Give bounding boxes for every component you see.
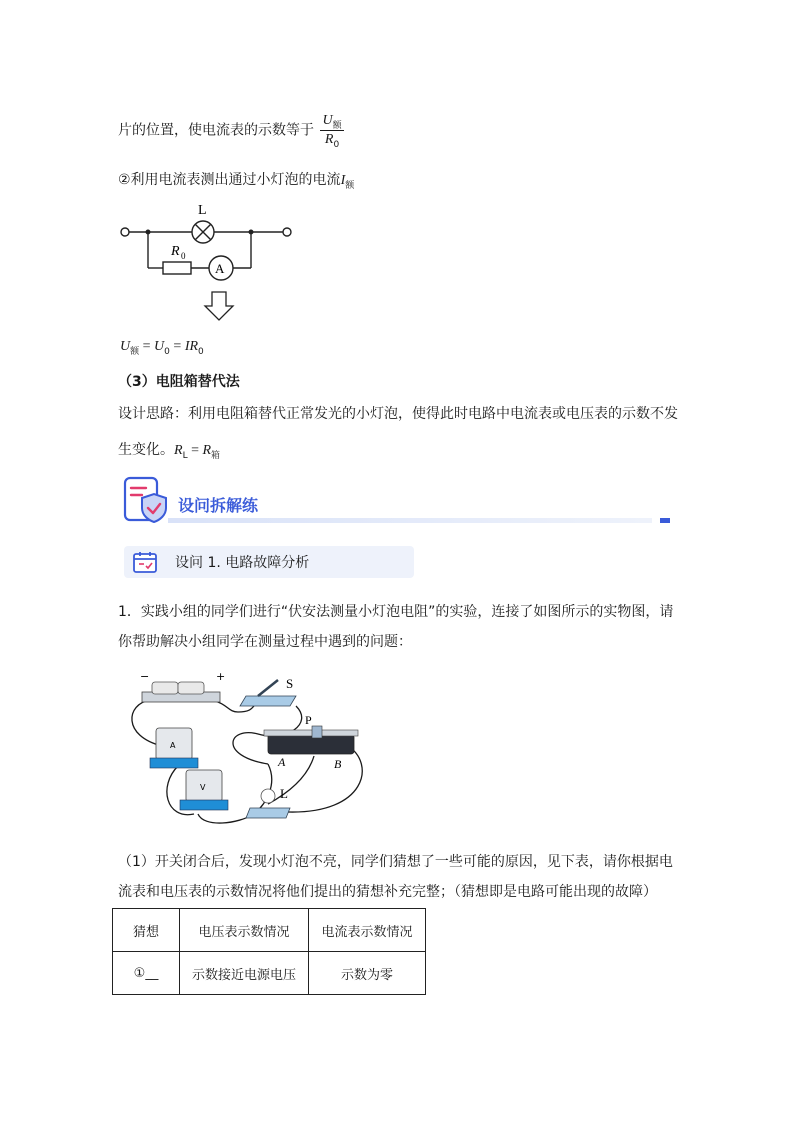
ammeter-face-label: A [170,741,176,750]
rheostat-p-label: P [305,713,312,727]
p2-text: ②利用电流表测出通过小灯泡的电流 [118,172,341,188]
frac-den: R [324,132,334,147]
paragraph-1 [118,112,344,149]
rx: R [202,443,212,458]
ammeter-base [150,758,198,768]
header-current: 电流表示数情况 [309,909,426,952]
equation-1 [120,336,204,358]
rl-eq: = [187,443,203,458]
eq1-ir-sub: 0 [198,347,204,357]
battery-minus: − [140,670,150,683]
rheostat-coil [268,734,354,754]
header-voltage: 电压表示数情况 [180,909,309,952]
method3-title: （3）电阻箱替代法 [118,374,240,390]
section-underline [168,518,652,523]
p2-sym: I [340,173,346,188]
eq1-eq2: = [169,339,185,354]
resistor-symbol [163,262,191,274]
lamp-photo-label: L [280,786,288,801]
method3-line1: 设计思路：利用电阻箱替代正常发光的小灯泡，使得此时电路中电流表或电压表的示数不发 [118,406,678,422]
guess-table [112,908,426,995]
terminal-right [283,228,291,236]
frac-num: U [322,113,333,128]
circuit-diagram [115,198,305,328]
ammeter-label: A [215,261,225,276]
down-arrow-icon [205,292,233,320]
calendar-icon [131,550,159,574]
battery-2 [178,682,204,694]
switch-base [240,696,296,706]
battery-plus: + [216,670,226,683]
battery-1 [152,682,178,694]
rheostat-b-label: B [334,757,342,771]
frac-den-sub: 0 [333,140,340,150]
rl-sub: L [182,451,188,461]
lamp-label: L [198,203,207,218]
paragraph-2 [118,170,354,192]
rx-sub: 箱 [211,451,221,461]
switch-lever [258,680,278,696]
header-guess: 猜想 [113,909,180,952]
physical-circuit-photo [118,664,378,834]
question-title: 设问 1. 电路故障分析 [175,555,310,571]
resistor-label: R [171,244,180,259]
problem1-line1: 1．实践小组的同学们进行“伏安法测量小灯泡电阻”的实验，连接了如图所示的实物图，请 [118,604,674,620]
fraction-u-over-r0 [320,112,343,149]
eq1-u0-sub: 0 [164,347,170,357]
sub1-line1: （1）开关闭合后，发现小灯泡不亮，同学们猜想了一些可能的原因，见下表，请你根据电 [118,854,673,870]
resistor-sub: 0 [181,251,186,261]
voltmeter-face-label: V [200,783,206,792]
p2-sym-sub: 额 [345,181,355,191]
eq1-u: U [120,339,131,354]
method3-line2-text: 生变化。 [118,442,174,458]
cell-guess-1[interactable]: ①__ [113,952,180,995]
cell-current-1: 示数为零 [309,952,426,995]
rheostat-rail [264,730,358,736]
p1-text: 片的位置，使电流表的示数等于 [118,122,314,139]
eq1-u-sub: 额 [130,347,140,357]
section-underline-end [660,518,670,523]
rheostat-slider [312,726,322,738]
table-header-row [113,909,426,952]
method3-line2 [118,440,220,462]
sub1-line2: 流表和电压表的示数情况将他们提出的猜想补充完整；（猜想即是电路可能出现的故障） [118,884,657,900]
question-banner [124,546,414,578]
eq1-eq1: = [139,339,155,354]
lamp-bulb [261,789,275,803]
voltmeter-base [180,800,228,810]
switch-label: S [286,676,294,691]
cell-voltage-1: 示数接近电源电压 [180,952,309,995]
terminal-left [121,228,129,236]
section-banner [120,474,672,530]
eq1-u0: U [154,339,165,354]
rl: R [174,443,183,458]
lamp-base [246,808,290,818]
problem1-line2: 你帮助解决小组同学在测量过程中遇到的问题： [118,634,412,650]
rheostat-a-label: A [278,755,286,769]
section-title: 设问拆解练 [178,496,259,515]
table-row [113,952,426,995]
frac-num-sub: 额 [332,121,342,131]
checklist-shield-icon [120,474,168,526]
eq1-ir: IR [184,339,199,354]
